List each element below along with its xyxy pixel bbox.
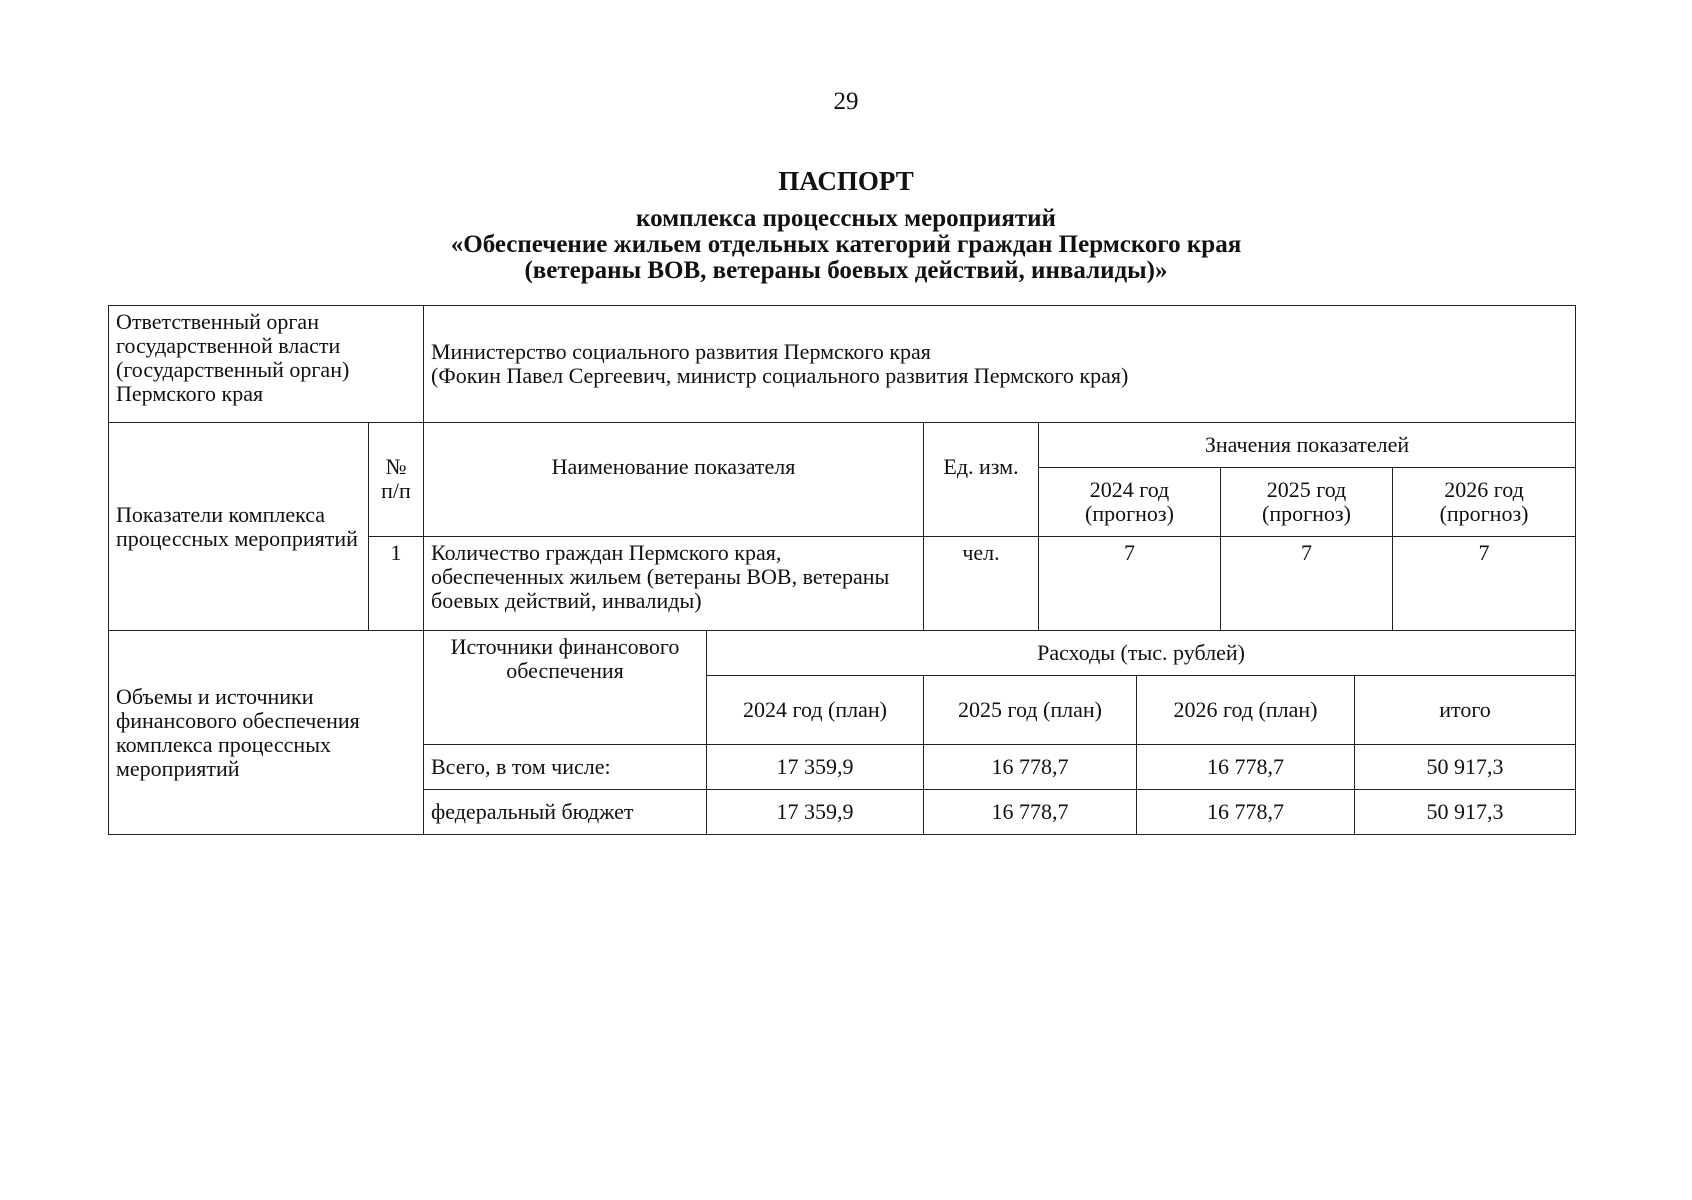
- responsible-label: Ответственный орган государственной власти (государственный орган) Пермского края: [109, 306, 424, 423]
- financing-expenses-header: Расходы (тыс. рублей): [707, 631, 1576, 676]
- financing-total: 50 917,3: [1355, 745, 1576, 790]
- responsible-value: [424, 306, 1576, 423]
- responsible-value-line: Министерство социального развития Пермского края: [431, 339, 931, 364]
- subtitle-line: комплекса процессных мероприятий: [636, 205, 1056, 232]
- financing-total-header: итого: [1355, 676, 1576, 745]
- financing-value: 16 778,7: [924, 745, 1137, 790]
- financing-year-header: 2025 год (план): [924, 676, 1137, 745]
- subtitle-line: (ветераны ВОВ, ветераны боевых действий, инвалиды)»: [524, 257, 1168, 284]
- responsible-row: [109, 306, 1576, 423]
- subtitle-line: «Обеспечение жильем отдельных категорий граждан Пермского края: [450, 231, 1242, 258]
- indicators-label: Показатели комплекса процессных мероприятий: [109, 423, 369, 631]
- financing-value: 16 778,7: [924, 790, 1137, 835]
- financing-source: федеральный бюджет: [424, 790, 707, 835]
- indicator-num: 1: [369, 537, 424, 631]
- indicator-value: 7: [1393, 537, 1576, 631]
- indicator-values-header: Значения показателей: [1039, 423, 1576, 468]
- financing-total: 50 917,3: [1355, 790, 1576, 835]
- financing-value: 16 778,7: [1137, 745, 1355, 790]
- document-title: ПАСПОРТ: [778, 166, 914, 196]
- indicators-header-row: [109, 423, 1576, 468]
- indicator-name: Количество граждан Пермского края, обеспеченных жильем (ветераны ВОВ, ветераны боевых действий, инвалиды): [424, 537, 924, 631]
- indicator-year-header: 2024 год (прогноз): [1039, 468, 1221, 537]
- indicator-name-header: Наименование показателя: [424, 423, 924, 537]
- financing-label: Объемы и источники финансового обеспечения комплекса процессных мероприятий: [109, 631, 424, 835]
- page-number: 29: [833, 88, 859, 115]
- financing-value: 16 778,7: [1137, 790, 1355, 835]
- document-subtitle: [0, 206, 1692, 284]
- responsible-value-line: (Фокин Павел Сергеевич, министр социального развития Пермского края): [431, 363, 1129, 388]
- indicator-value: 7: [1221, 537, 1393, 631]
- indicator-year-header: 2025 год (прогноз): [1221, 468, 1393, 537]
- financing-header-row: [109, 631, 1576, 676]
- passport-table: [108, 305, 1576, 835]
- indicator-unit: чел.: [924, 537, 1039, 631]
- financing-year-header: 2024 год (план): [707, 676, 924, 745]
- financing-value: 17 359,9: [707, 790, 924, 835]
- financing-source: Всего, в том числе:: [424, 745, 707, 790]
- indicator-num-header: № п/п: [369, 423, 424, 537]
- financing-source-header: Источники финансового обеспечения: [424, 631, 707, 745]
- financing-year-header: 2026 год (план): [1137, 676, 1355, 745]
- indicator-value: 7: [1039, 537, 1221, 631]
- indicator-year-header: 2026 год (прогноз): [1393, 468, 1576, 537]
- indicator-unit-header: Ед. изм.: [924, 423, 1039, 537]
- financing-value: 17 359,9: [707, 745, 924, 790]
